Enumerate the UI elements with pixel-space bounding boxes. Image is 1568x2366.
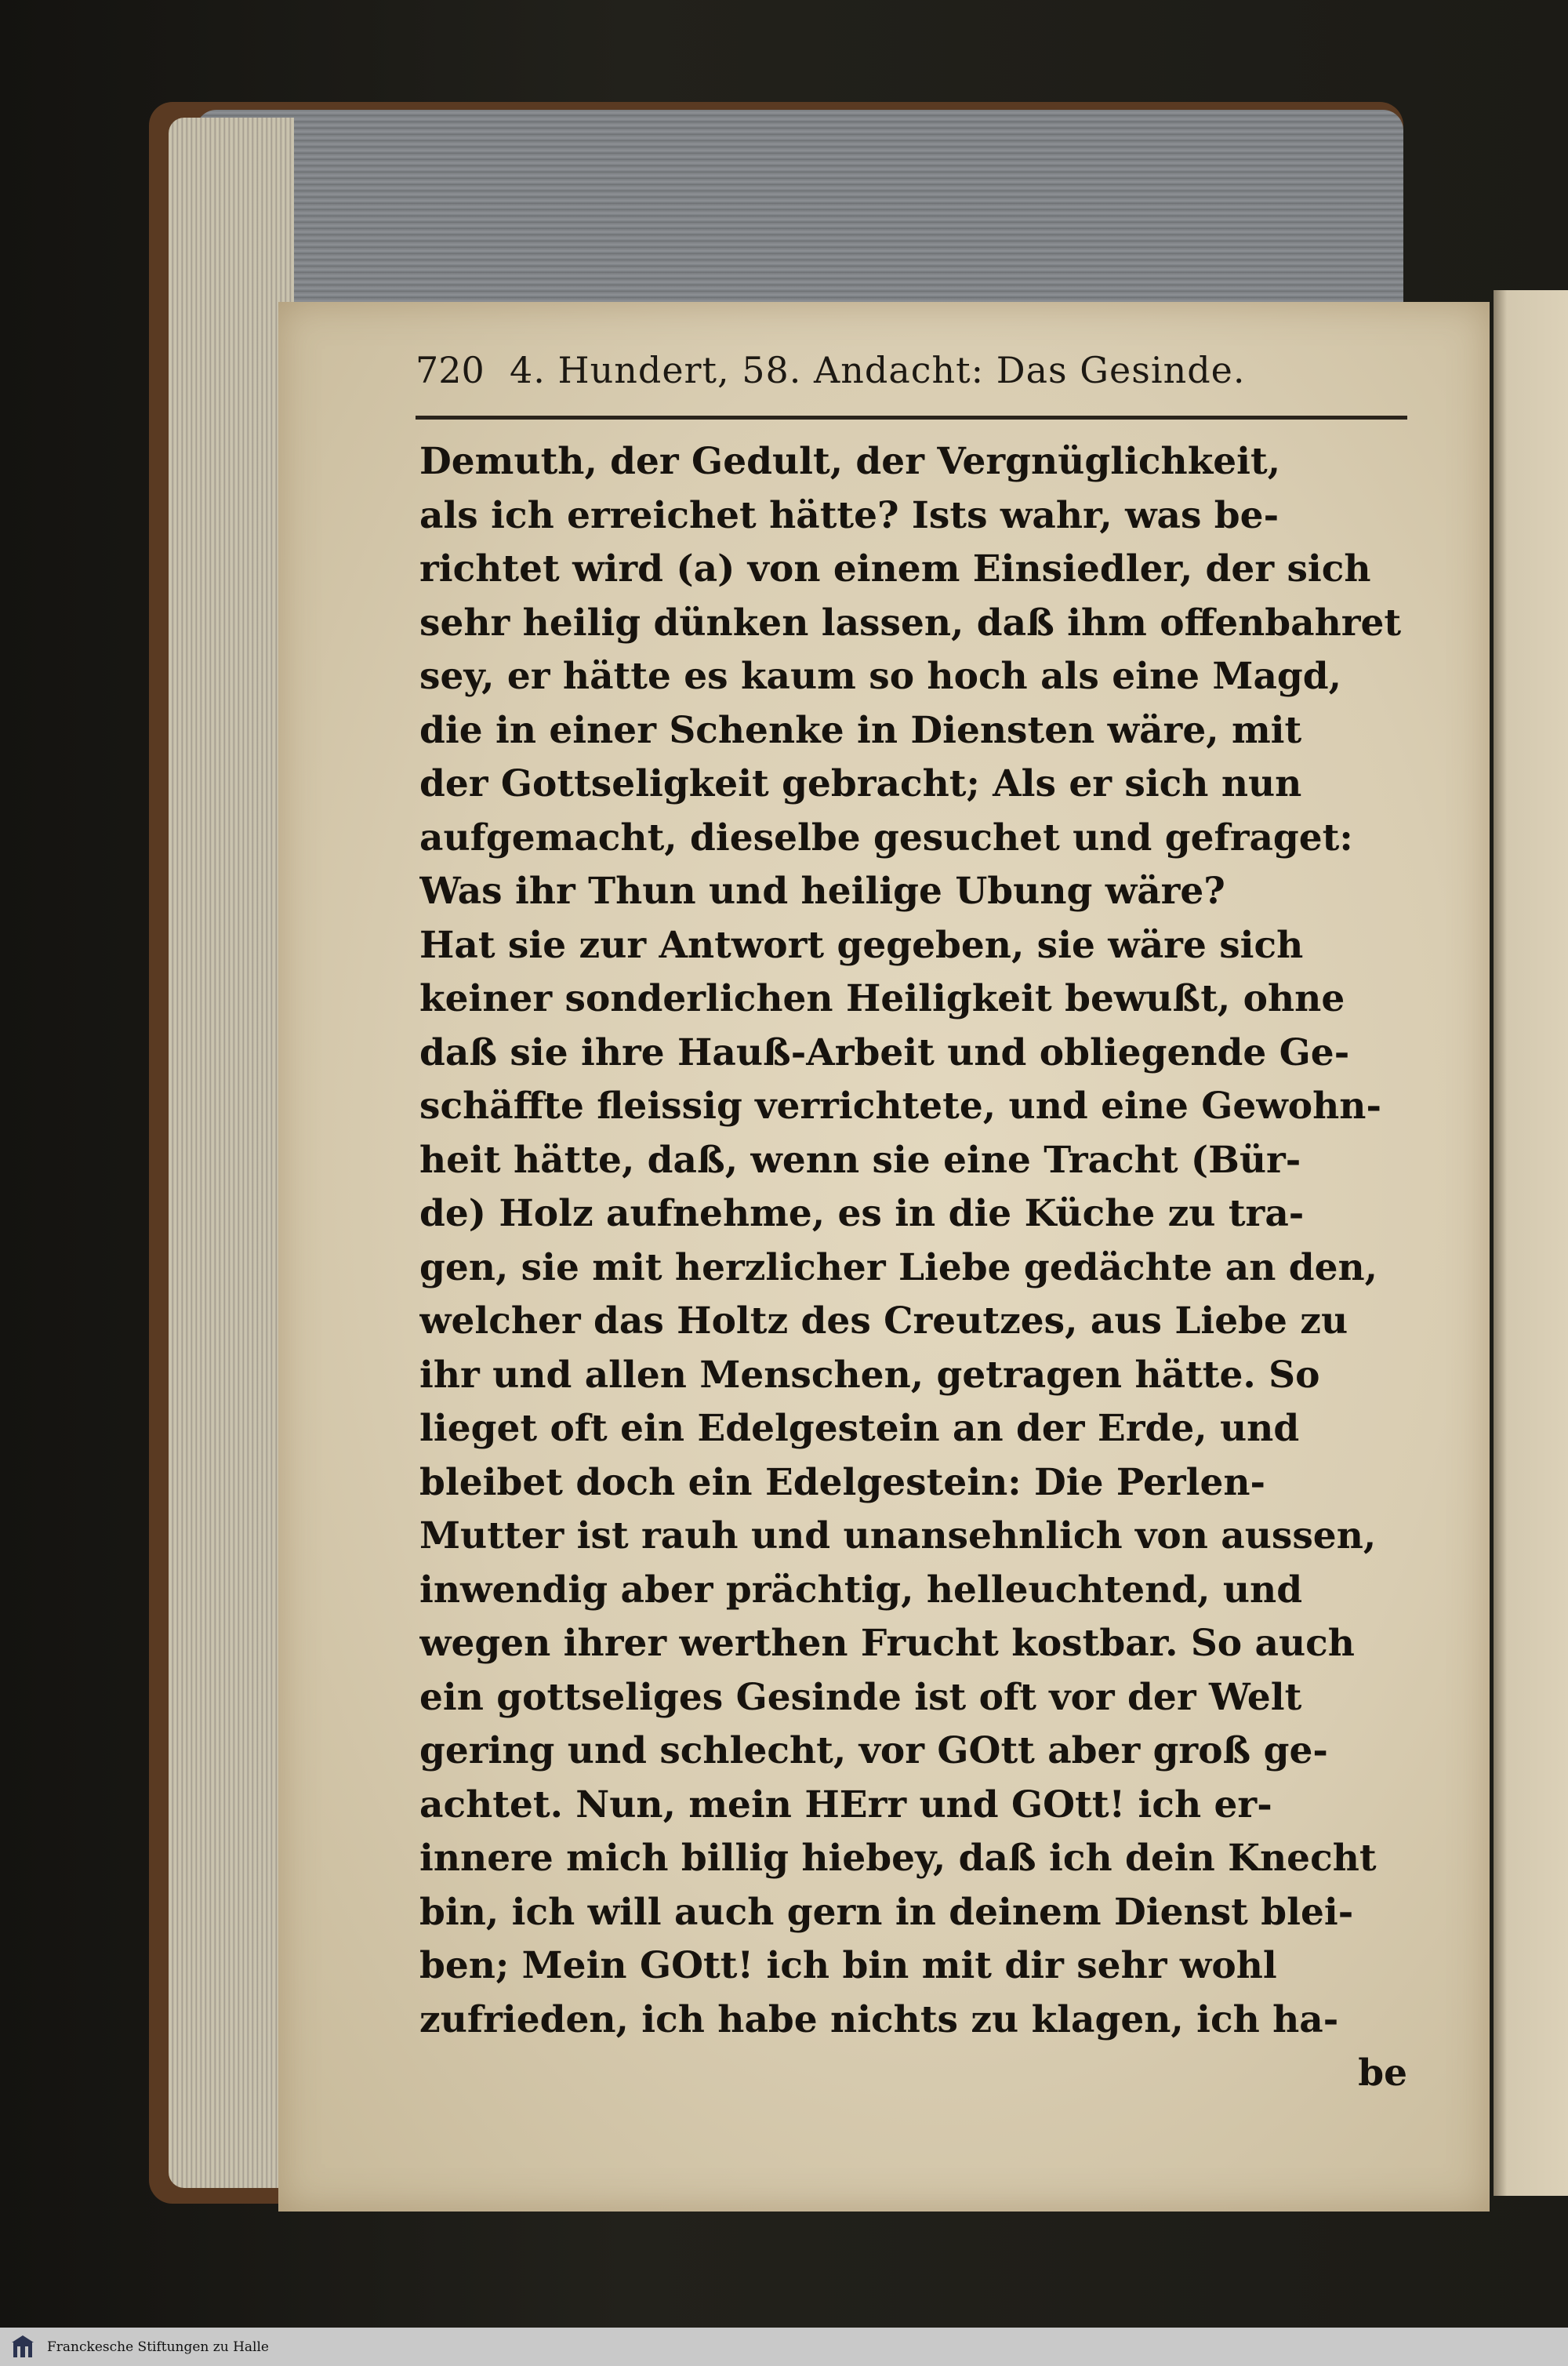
- text-line: bleibet doch ein Edelgestein: Die Perlen-: [419, 1460, 1266, 1504]
- body-text: [419, 435, 1423, 2101]
- text-line: bin, ich will auch gern in deinem Dienst blei-: [419, 1890, 1354, 1934]
- text-line: ein gottseliges Gesinde ist oft vor der Welt: [419, 1675, 1302, 1719]
- text-line: heit hätte, daß, wenn sie eine Tracht (Bür-: [419, 1138, 1301, 1182]
- text-line: Mutter ist rauh und unansehnlich von aussen,: [419, 1514, 1377, 1557]
- archive-logo-icon: [6, 2331, 39, 2363]
- text-line: Hat sie zur Antwort gegeben, sie wäre sich: [419, 923, 1304, 967]
- text-line: innere mich billig hiebey, daß ich dein Knecht: [419, 1837, 1377, 1880]
- text-line: wegen ihrer werthen Frucht kostbar. So auch: [419, 1622, 1355, 1665]
- text-line: keiner sonderlichen Heiligkeit bewußt, ohne: [419, 977, 1345, 1020]
- text-line: ihr und allen Menschen, getragen hätte. So: [419, 1353, 1320, 1397]
- page-number: 720: [416, 349, 485, 391]
- text-line: der Gottseligkeit gebracht; Als er sich nun: [419, 762, 1302, 805]
- text-line: gering und schlecht, vor GOtt aber groß ge-: [419, 1729, 1328, 1772]
- page-block-top-edge: [196, 110, 1403, 306]
- text-line: ben; Mein GOtt! ich bin mit dir sehr wohl: [419, 1944, 1277, 1987]
- text-line: sey, er hätte es kaum so hoch als eine Magd,: [419, 655, 1341, 698]
- running-title: 4. Hundert, 58. Andacht: Das Gesinde.: [510, 349, 1246, 391]
- text-line: schäffte fleissig verrichtete, und eine Gewohn-: [419, 1085, 1381, 1128]
- text-line: richtet wird (a) von einem Einsiedler, der sich: [419, 547, 1371, 591]
- text-line: aufgemacht, dieselbe gesuchet und gefraget:: [419, 816, 1353, 860]
- text-line: als ich erreichet hätte? Ists wahr, was be-: [419, 493, 1279, 537]
- text-line: sehr heilig dünken lassen, daß ihm offenbahret: [419, 601, 1402, 645]
- header-rule: [416, 416, 1407, 420]
- archive-footer-bar: [0, 2328, 1568, 2366]
- facing-page-edge: [1494, 290, 1568, 2196]
- archive-institution-label: Franckesche Stiftungen zu Halle: [47, 2339, 269, 2355]
- text-line: daß sie ihre Hauß-Arbeit und obliegende Ge-: [419, 1030, 1350, 1074]
- text-line: Was ihr Thun und heilige Ubung wäre?: [419, 870, 1225, 913]
- text-line: inwendig aber prächtig, helleuchtend, und: [419, 1568, 1303, 1612]
- catchword: be: [1358, 2052, 1407, 2095]
- page-block-left-edge: [169, 118, 294, 2188]
- text-line: gen, sie mit herzlicher Liebe gedächte an den,: [419, 1245, 1378, 1289]
- text-line: zufrieden, ich habe nichts zu klagen, ich ha-: [419, 1997, 1339, 2041]
- text-line: Demuth, der Gedult, der Vergnüglichkeit,: [419, 440, 1281, 483]
- text-line: die in einer Schenke in Diensten wäre, mit: [419, 708, 1302, 752]
- text-line: lieget oft ein Edelgestein an der Erde, und: [419, 1407, 1300, 1450]
- text-line: achtet. Nun, mein HErr und GOtt! ich er-: [419, 1783, 1272, 1826]
- text-line: de) Holz aufnehme, es in die Küche zu tra-: [419, 1192, 1305, 1235]
- text-line: welcher das Holtz des Creutzes, aus Liebe zu: [419, 1299, 1348, 1343]
- page-header: [416, 349, 1427, 412]
